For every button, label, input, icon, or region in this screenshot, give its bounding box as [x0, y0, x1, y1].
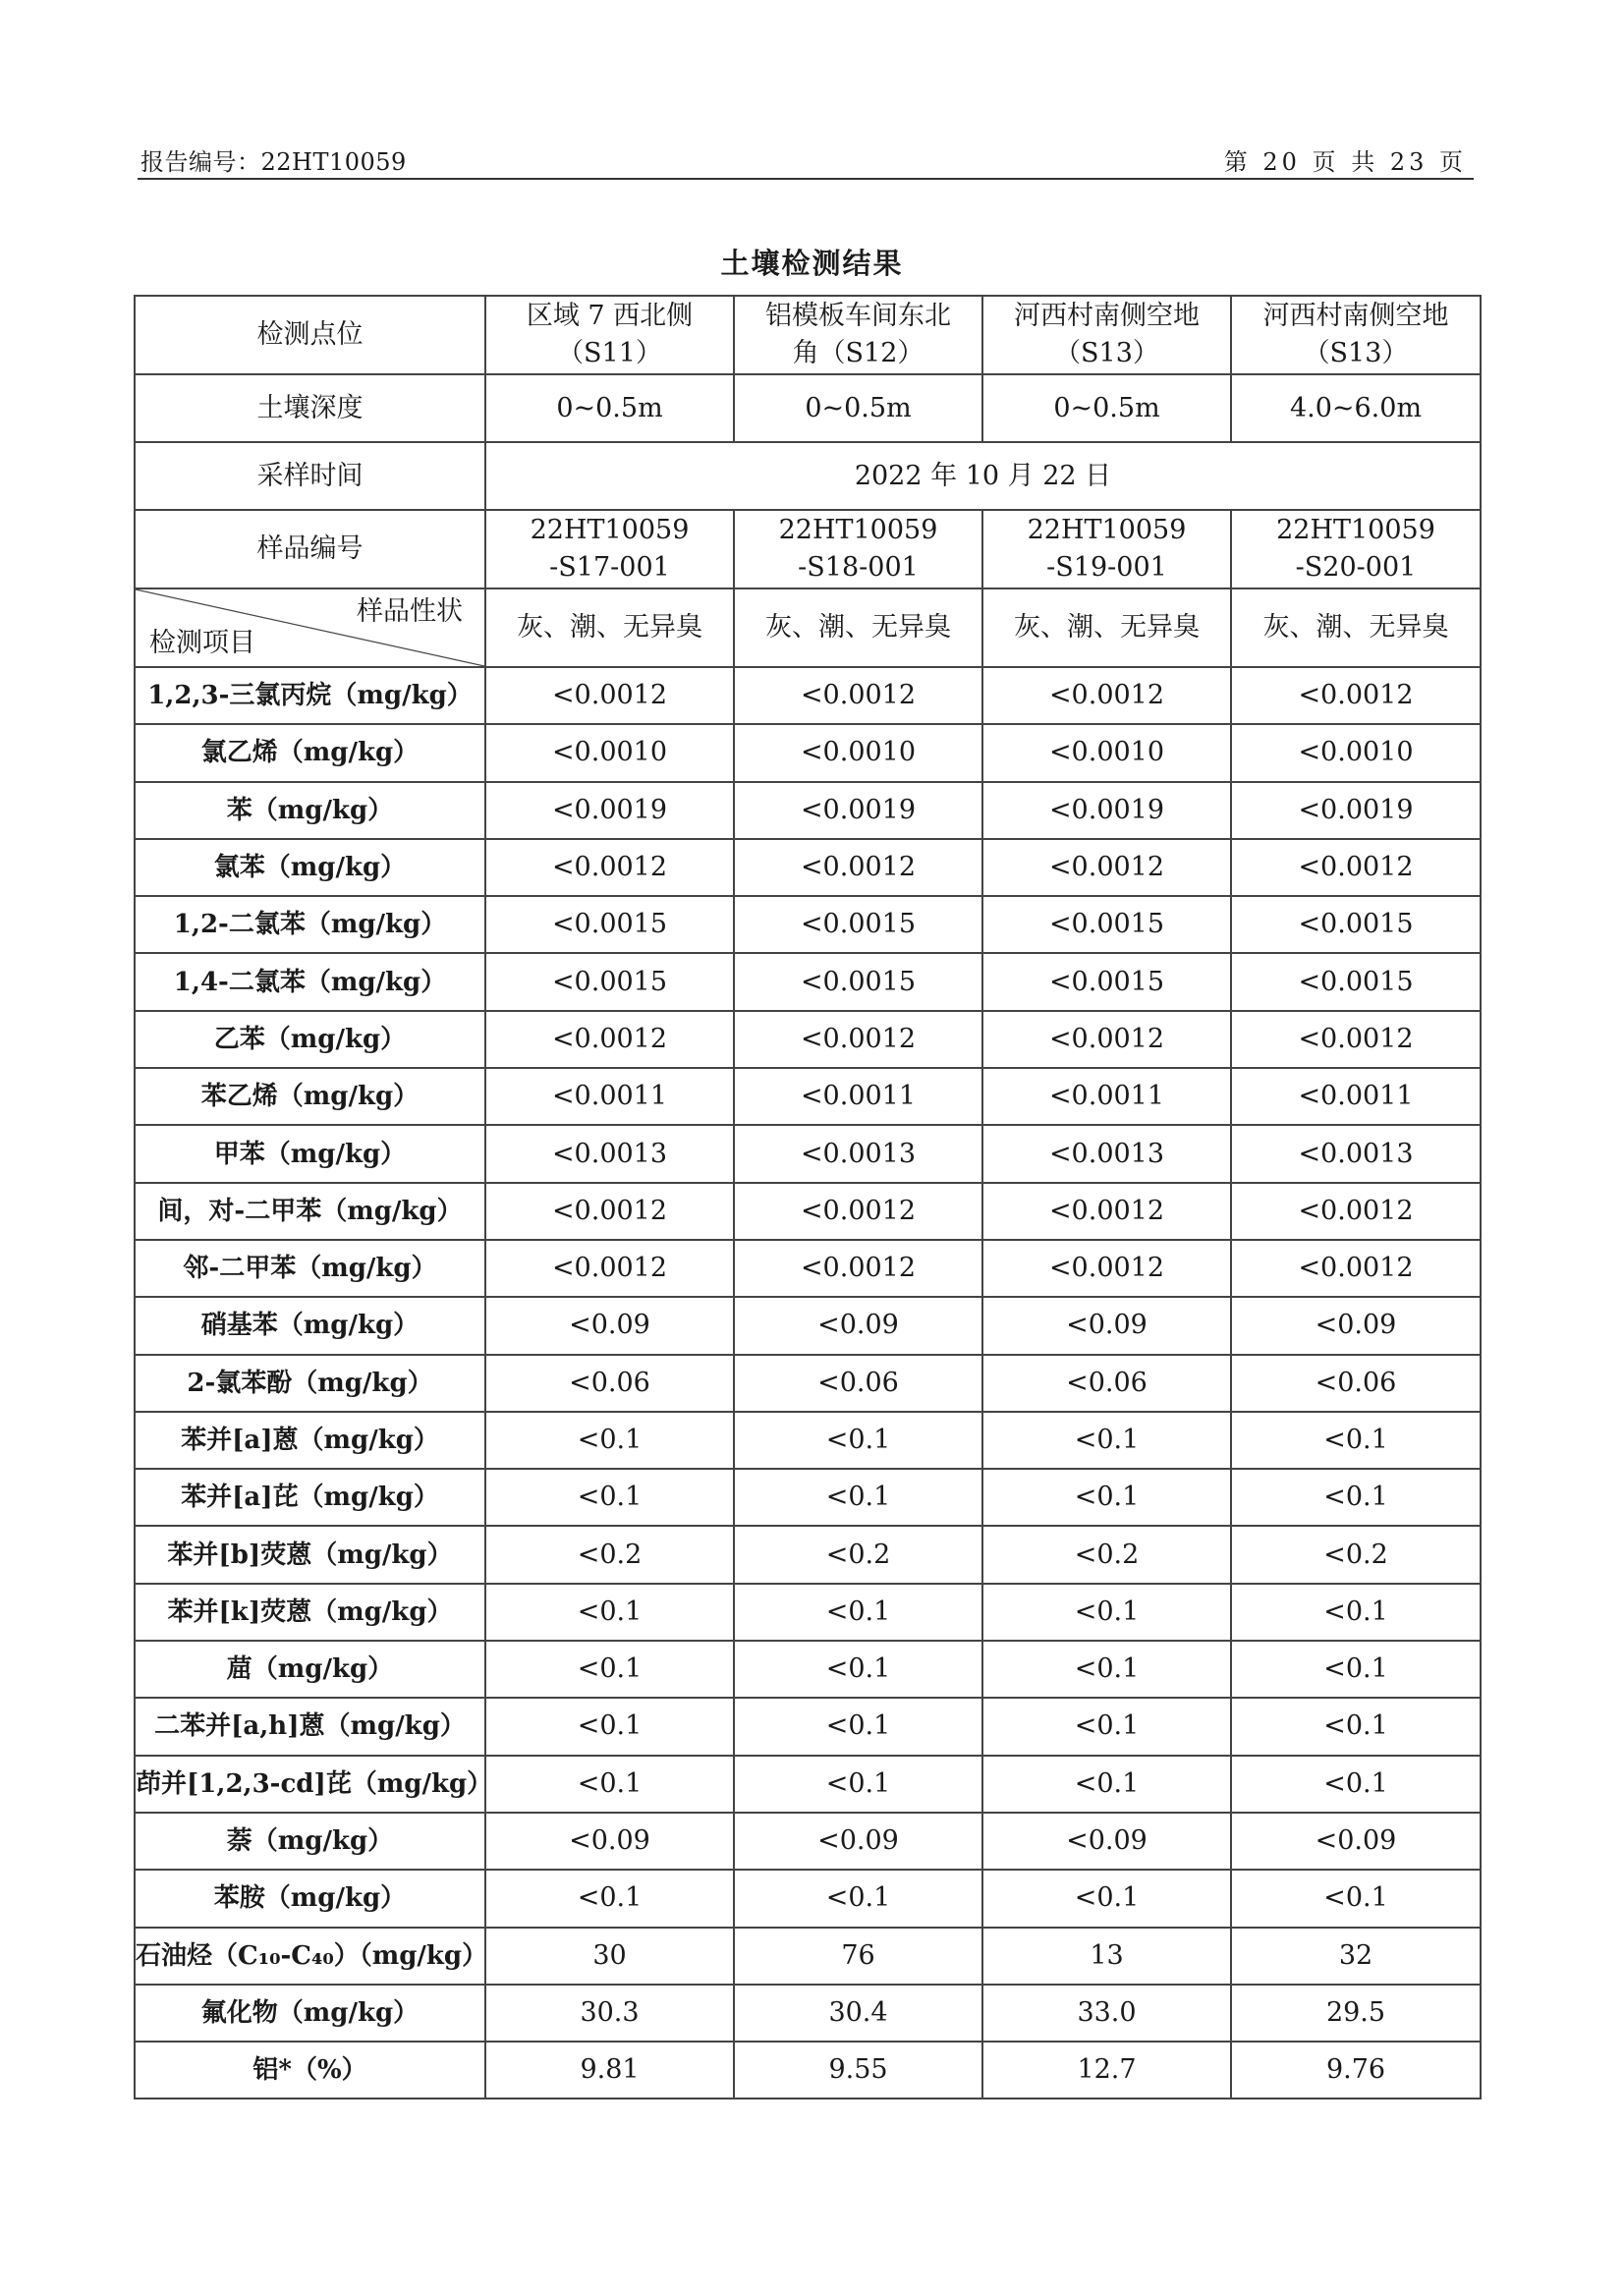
result-value: <0.0012 — [734, 839, 982, 896]
result-value: <0.0012 — [485, 839, 734, 896]
property-cell: 灰、潮、无异臭 — [1231, 588, 1481, 667]
result-value: <0.1 — [734, 1698, 982, 1755]
result-value: <0.0012 — [1231, 1183, 1481, 1240]
result-value: <0.1 — [734, 1641, 982, 1698]
result-value: <0.1 — [1231, 1584, 1481, 1641]
result-value: 30 — [485, 1928, 734, 1985]
table-row — [135, 1928, 1481, 1985]
result-value: <0.0015 — [485, 896, 734, 953]
result-value: <0.1 — [982, 1641, 1231, 1698]
property-cell: 灰、潮、无异臭 — [734, 588, 982, 667]
test-item: 苯并[k]荧蒽（mg/kg） — [135, 1584, 485, 1641]
result-value: <0.1 — [485, 1584, 734, 1641]
result-value: <0.2 — [1231, 1526, 1481, 1583]
result-value: <0.1 — [1231, 1412, 1481, 1469]
sampling-date: 2022 年 10 月 22 日 — [485, 442, 1481, 510]
test-item: 硝基苯（mg/kg） — [135, 1297, 485, 1354]
test-item: 1,2-二氯苯（mg/kg） — [135, 896, 485, 953]
result-value: <0.1 — [982, 1756, 1231, 1813]
result-value: <0.0012 — [982, 1183, 1231, 1240]
result-value: <0.09 — [1231, 1813, 1481, 1870]
table-row — [135, 1584, 1481, 1641]
result-value: <0.1 — [1231, 1469, 1481, 1526]
table-row — [135, 1355, 1481, 1412]
property-cell: 灰、潮、无异臭 — [485, 588, 734, 667]
result-value: <0.0010 — [734, 724, 982, 781]
table-row — [135, 1469, 1481, 1526]
test-item: 茚并[1,2,3-cd]芘（mg/kg） — [135, 1756, 485, 1813]
result-value: <0.2 — [485, 1526, 734, 1583]
test-item: 苯乙烯（mg/kg） — [135, 1068, 485, 1125]
table-row — [135, 667, 1481, 724]
result-value: <0.1 — [734, 1756, 982, 1813]
result-value: <0.1 — [485, 1412, 734, 1469]
result-value: <0.0012 — [1231, 667, 1481, 724]
depth-cell: 0~0.5m — [734, 374, 982, 442]
result-value: <0.0012 — [1231, 839, 1481, 896]
result-value: 9.55 — [734, 2042, 982, 2099]
result-value: <0.0019 — [485, 782, 734, 839]
test-item: 氟化物（mg/kg） — [135, 1985, 485, 2042]
result-value: <0.0010 — [982, 724, 1231, 781]
result-value: <0.0011 — [982, 1068, 1231, 1125]
result-value: 30.4 — [734, 1985, 982, 2042]
result-value: <0.0011 — [734, 1068, 982, 1125]
table-row — [135, 1698, 1481, 1755]
result-value: <0.1 — [1231, 1756, 1481, 1813]
property-cell: 灰、潮、无异臭 — [982, 588, 1231, 667]
table-row — [135, 724, 1481, 781]
test-item: 䓛（mg/kg） — [135, 1641, 485, 1698]
table-row — [135, 1756, 1481, 1813]
result-value: <0.1 — [734, 1870, 982, 1927]
table-row — [135, 1240, 1481, 1297]
result-value: <0.1 — [734, 1584, 982, 1641]
depth-cell: 0~0.5m — [982, 374, 1231, 442]
sample-id-cell: 22HT10059 -S19-001 — [982, 510, 1231, 588]
result-value: <0.06 — [734, 1355, 982, 1412]
result-value: <0.1 — [485, 1870, 734, 1927]
result-value: <0.0012 — [734, 1183, 982, 1240]
result-value: <0.0015 — [982, 896, 1231, 953]
result-value: <0.09 — [982, 1813, 1231, 1870]
result-value: <0.0015 — [1231, 896, 1481, 953]
test-item: 间，对-二甲苯（mg/kg） — [135, 1183, 485, 1240]
table-row — [135, 839, 1481, 896]
result-value: 76 — [734, 1928, 982, 1985]
result-value: <0.1 — [982, 1412, 1231, 1469]
test-item: 二苯并[a,h]蒽（mg/kg） — [135, 1698, 485, 1755]
table-title: 土壤检测结果 — [720, 247, 904, 280]
site-cell: 区域 7 西北侧 （S11） — [485, 296, 734, 374]
depth-cell: 0~0.5m — [485, 374, 734, 442]
result-value: 29.5 — [1231, 1985, 1481, 2042]
result-value: <0.0012 — [982, 667, 1231, 724]
table-row — [135, 1813, 1481, 1870]
page-info: 第 20 页 共 23 页 — [1223, 148, 1467, 176]
result-value: <0.0012 — [734, 1240, 982, 1297]
result-value: <0.0019 — [734, 782, 982, 839]
table-row — [135, 1412, 1481, 1469]
test-item: 氯苯（mg/kg） — [135, 839, 485, 896]
sample-id-cell: 22HT10059 -S18-001 — [734, 510, 982, 588]
result-value: <0.0013 — [485, 1125, 734, 1182]
result-value: <0.0019 — [1231, 782, 1481, 839]
table-row — [135, 896, 1481, 953]
result-value: <0.0012 — [485, 1011, 734, 1068]
table-row — [135, 1125, 1481, 1182]
depth-cell: 4.0~6.0m — [1231, 374, 1481, 442]
table-row — [135, 1641, 1481, 1698]
result-value: <0.1 — [982, 1584, 1231, 1641]
header-divider — [138, 178, 1474, 180]
test-item: 铝*（%） — [135, 2042, 485, 2099]
table-row — [135, 2042, 1481, 2099]
test-item: 苯胺（mg/kg） — [135, 1870, 485, 1927]
table-row — [135, 1297, 1481, 1354]
result-value: <0.0012 — [485, 1183, 734, 1240]
result-value: <0.09 — [485, 1297, 734, 1354]
result-value: <0.0012 — [485, 1240, 734, 1297]
result-value: <0.09 — [982, 1297, 1231, 1354]
property-label: 样品性状 — [357, 596, 463, 627]
result-value: <0.1 — [485, 1698, 734, 1755]
result-value: <0.06 — [485, 1355, 734, 1412]
result-value: 32 — [1231, 1928, 1481, 1985]
sampling-row — [135, 442, 1481, 510]
result-value: <0.1 — [485, 1756, 734, 1813]
result-value: <0.0013 — [982, 1125, 1231, 1182]
result-value: <0.06 — [982, 1355, 1231, 1412]
result-value: <0.1 — [982, 1698, 1231, 1755]
result-value: <0.1 — [1231, 1698, 1481, 1755]
result-value: <0.06 — [1231, 1355, 1481, 1412]
result-value: <0.0011 — [1231, 1068, 1481, 1125]
depth-row — [135, 374, 1481, 442]
result-value: <0.09 — [734, 1297, 982, 1354]
diagonal-header-cell — [135, 588, 485, 667]
test-item: 苯并[a]蒽（mg/kg） — [135, 1412, 485, 1469]
result-value: <0.2 — [734, 1526, 982, 1583]
result-value: <0.0011 — [485, 1068, 734, 1125]
result-value: <0.0015 — [1231, 953, 1481, 1010]
sample-id-cell: 22HT10059 -S17-001 — [485, 510, 734, 588]
test-item: 石油烃（C₁₀-C₄₀）（mg/kg） — [135, 1928, 485, 1985]
test-item: 苯并[b]荧蒽（mg/kg） — [135, 1526, 485, 1583]
test-item: 1,4-二氯苯（mg/kg） — [135, 953, 485, 1010]
result-value: <0.0015 — [982, 953, 1231, 1010]
result-value: <0.1 — [982, 1469, 1231, 1526]
sampling-label: 采样时间 — [135, 442, 485, 510]
result-value: 13 — [982, 1928, 1231, 1985]
result-value: <0.0013 — [1231, 1125, 1481, 1182]
result-value: <0.0012 — [734, 1011, 982, 1068]
result-value: <0.0015 — [734, 896, 982, 953]
soil-results-table — [134, 295, 1482, 2099]
test-item: 苯（mg/kg） — [135, 782, 485, 839]
test-item: 乙苯（mg/kg） — [135, 1011, 485, 1068]
test-item: 萘（mg/kg） — [135, 1813, 485, 1870]
table-row — [135, 1068, 1481, 1125]
site-label: 检测点位 — [135, 296, 485, 374]
test-item: 邻-二甲苯（mg/kg） — [135, 1240, 485, 1297]
site-cell: 河西村南侧空地 （S13） — [1231, 296, 1481, 374]
table-row — [135, 1526, 1481, 1583]
sample-id-label: 样品编号 — [135, 510, 485, 588]
test-item: 1,2,3-三氯丙烷（mg/kg） — [135, 667, 485, 724]
item-label: 检测项目 — [149, 628, 255, 658]
table-row — [135, 1870, 1481, 1927]
result-value: <0.1 — [1231, 1641, 1481, 1698]
result-value: <0.0019 — [982, 782, 1231, 839]
result-value: <0.0012 — [982, 1240, 1231, 1297]
table-row — [135, 953, 1481, 1010]
result-value: <0.0012 — [734, 667, 982, 724]
test-item: 甲苯（mg/kg） — [135, 1125, 485, 1182]
test-item: 氯乙烯（mg/kg） — [135, 724, 485, 781]
table-row — [135, 782, 1481, 839]
result-value: <0.0012 — [982, 839, 1231, 896]
result-value: <0.0010 — [1231, 724, 1481, 781]
result-value: <0.1 — [1231, 1870, 1481, 1927]
result-value: 12.7 — [982, 2042, 1231, 2099]
result-value: 9.76 — [1231, 2042, 1481, 2099]
depth-label: 土壤深度 — [135, 374, 485, 442]
table-row — [135, 1183, 1481, 1240]
result-value: <0.0012 — [1231, 1240, 1481, 1297]
result-value: <0.0010 — [485, 724, 734, 781]
site-row — [135, 296, 1481, 374]
result-value: <0.0015 — [734, 953, 982, 1010]
result-value: <0.1 — [485, 1641, 734, 1698]
result-value: <0.1 — [485, 1469, 734, 1526]
site-cell: 铝模板车间东北 角（S12） — [734, 296, 982, 374]
result-value: <0.0012 — [485, 667, 734, 724]
result-value: <0.0012 — [982, 1011, 1231, 1068]
result-value: <0.09 — [1231, 1297, 1481, 1354]
result-value: <0.09 — [485, 1813, 734, 1870]
result-value: 30.3 — [485, 1985, 734, 2042]
result-value: <0.0012 — [1231, 1011, 1481, 1068]
report-number: 报告编号：22HT10059 — [140, 148, 407, 176]
result-value: <0.1 — [982, 1870, 1231, 1927]
result-value: <0.0013 — [734, 1125, 982, 1182]
sample-id-cell: 22HT10059 -S20-001 — [1231, 510, 1481, 588]
test-item: 2-氯苯酚（mg/kg） — [135, 1355, 485, 1412]
result-value: <0.09 — [734, 1813, 982, 1870]
table-row — [135, 1985, 1481, 2042]
result-value: <0.2 — [982, 1526, 1231, 1583]
result-value: <0.1 — [734, 1469, 982, 1526]
table-row — [135, 1011, 1481, 1068]
site-cell: 河西村南侧空地 （S13） — [982, 296, 1231, 374]
test-item: 苯并[a]芘（mg/kg） — [135, 1469, 485, 1526]
result-value: 9.81 — [485, 2042, 734, 2099]
result-value: 33.0 — [982, 1985, 1231, 2042]
result-value: <0.1 — [734, 1412, 982, 1469]
sample-id-row — [135, 510, 1481, 588]
property-row — [135, 588, 1481, 667]
result-value: <0.0015 — [485, 953, 734, 1010]
